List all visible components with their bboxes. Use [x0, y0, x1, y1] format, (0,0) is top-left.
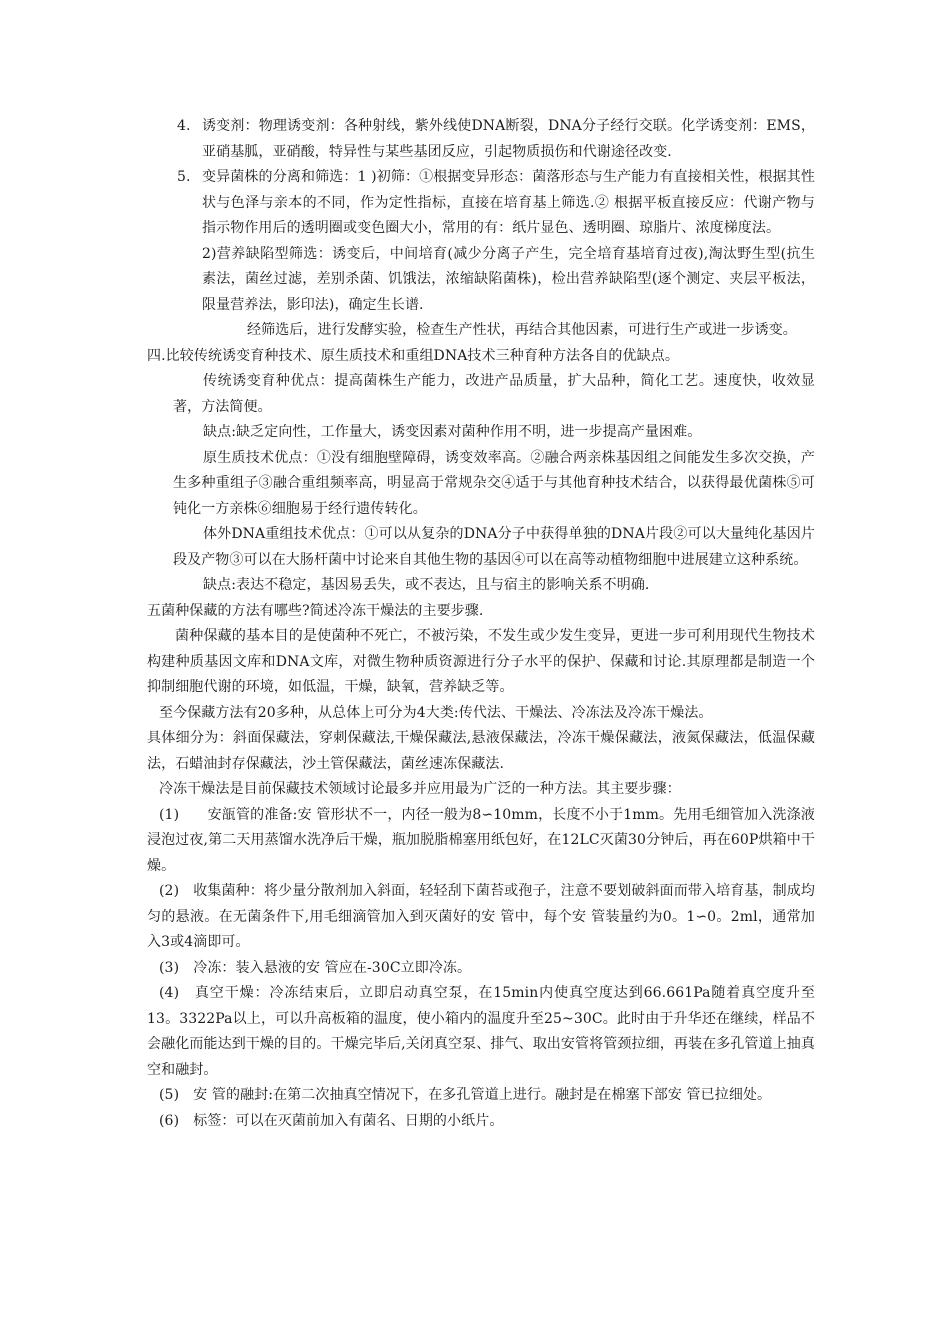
section-heading-5: 五菌种保藏的方法有哪些?简述冷冻干燥法的主要步骤.: [147, 602, 484, 619]
paragraph-protoplast-pros: 原生质技术优点：①没有细胞壁障碍，诱变效率高。②融合两亲株基因组之间能发生多次交换，产生多种重组子③融合重组频率高，明显高于常规杂交④适于与其他育种技术结合，以获得最优菌株⑤可钝化一方亲株⑥细胞易于经行遗传转化。: [173, 449, 815, 517]
paragraph-preservation-purpose: 菌种保藏的基本目的是使菌种不死亡，不被污染，不发生或少发生变异，更进一步可利用现代生物技术构建种质基因文库和DNA文库，对微生物种质资源进行分子水平的保护、保藏和讨论.其原理都是制造一个抑制细胞代谢的环境，如低温，干燥，缺氧，营养缺乏等。: [147, 628, 815, 695]
paragraph-dna-pros: 体外DNA重组技术优点：①可以从复杂的DNA分子中获得单独的DNA片段②可以大量纯化基因片段及产物③可以在大肠杆菌中讨论来自其他生物的基因④可以在高等动植物细胞中进展建立这种系统。: [173, 526, 815, 568]
list-item-mutagen: [147, 114, 815, 165]
list-number: 4.: [177, 118, 191, 134]
list-item-text: 诱变剂：物理诱变剂：各种射线，紫外线使DNA断裂，DNA分子经行交联。化学诱变剂：EMS，亚硝基胍，亚硝酸，特异性与某些基团反应，引起物质损伤和代谢途径改变.: [202, 118, 815, 160]
document-body: [147, 114, 815, 1134]
paragraph-freeze-drying-intro: 冷冻干燥法是目前保藏技术领域讨论最多并应用最为广泛的一种方法。其主要步骤：: [159, 781, 681, 797]
paragraph-traditional-cons: 缺点:缺乏定向性，工作量大，诱变因素对菌种作用不明，进一步提高产量困难。: [203, 424, 702, 440]
paragraph-auxotroph: 2)营养缺陷型筛选：诱变后，中间培育(减少分离子产生，完全培育基培育过夜),淘汰野生型(抗生素法，菌丝过滤，差别杀菌、饥饿法，浓缩缺陷菌株)，检出营养缺陷型(逐个测定、夹层平板法，限量营养法，影印法)，确定生长谱.: [202, 245, 815, 313]
section-heading-4: 四.比较传统诱变育种技术、原生质技术和重组DNA技术三种育种方法各自的优缺点。: [147, 347, 679, 364]
step-4: (4) 真空干燥：冷冻结束后，立即启动真空泵，在15min内使真空度达到66.661Pa随着真空度升至13。3322Pa以上，可以升高板箱的温度，使小箱内的温度升至25~30C。此时由于升华还在继续，样品不会融化而能达到干燥的目的。干燥完毕后,关闭真空泵、排气、取出安管将管颈拉细，再装在多孔管道上抽真空和融封。: [147, 985, 815, 1078]
step-2: (2) 收集菌种：将少量分散剂加入斜面，轻轻刮下菌苔或孢子，注意不要划破斜面而带入培育基，制成均匀的悬液。在无菌条件下,用毛细滴管加入到灭菌好的安 管中，每个安 管装量约为0。1∽0。2ml，通常加入3或4滴即可。: [147, 883, 815, 950]
paragraph-traditional-pros: 传统诱变育种优点：提高菌株生产能力，改进产品质量，扩大品种，简化工艺。速度快，收效显著，方法简便。: [173, 373, 815, 415]
step-1: (1) 安瓿管的准备:安 管形状不一，内径一般为8∽10mm，长度不小于1mm。先用毛细管加入洗涤液浸泡过夜,第二天用蒸馏水洗净后干燥，瓶加脱脂棉塞用纸包好，在12LC灭菌30分钟后，再在60P烘箱中干燥。: [147, 806, 815, 874]
paragraph-dna-cons: 缺点:表达不稳定，基因易丢失，或不表达，且与宿主的影响关系不明确.: [203, 577, 650, 593]
paragraph-after-screening: 经筛选后，进行发酵实验，检查生产性状，再结合其他因素，可进行生产或进一步诱变。: [247, 322, 797, 338]
step-6: (6) 标签：可以在灭菌前加入有菌名、日期的小纸片。: [159, 1112, 504, 1129]
paragraph-preservation-methods: 具体细分为：斜面保藏法，穿刺保藏法,干燥保藏法,悬液保藏法，冷冻干燥保藏法，液氮保藏法，低温保藏法，石蜡油封存保藏法，沙土管保藏法，菌丝速冻保藏法.: [147, 730, 815, 772]
step-3: (3) 冷冻：装入悬液的安 管应在-30C立即冷冻。: [159, 959, 472, 976]
list-item-text: 变异菌株的分离和筛选：1 )初筛：①根据变异形态：菌落形态与生产能力有直接相关性，根据其性状与色泽与亲本的不同，作为定性指标，直接在培育基上筛选.② 根据平板直接反应：代谢产物与指示物作用后的透明圈或变色圈大小，常用的有：纸片显色、透明圈、琼脂片、浓度梯度法。: [202, 169, 815, 236]
paragraph-preservation-categories: 至今保藏方法有20多种，从总体上可分为4大类:传代法、干燥法、冷冻法及冷冻干燥法。: [159, 704, 713, 721]
list-item-screening: [147, 165, 815, 242]
list-number: 5.: [177, 169, 191, 185]
step-5: (5) 安 管的融封:在第二次抽真空情况下，在多孔管道上进行。融封是在棉塞下部安 管已拉细处。: [159, 1087, 772, 1103]
